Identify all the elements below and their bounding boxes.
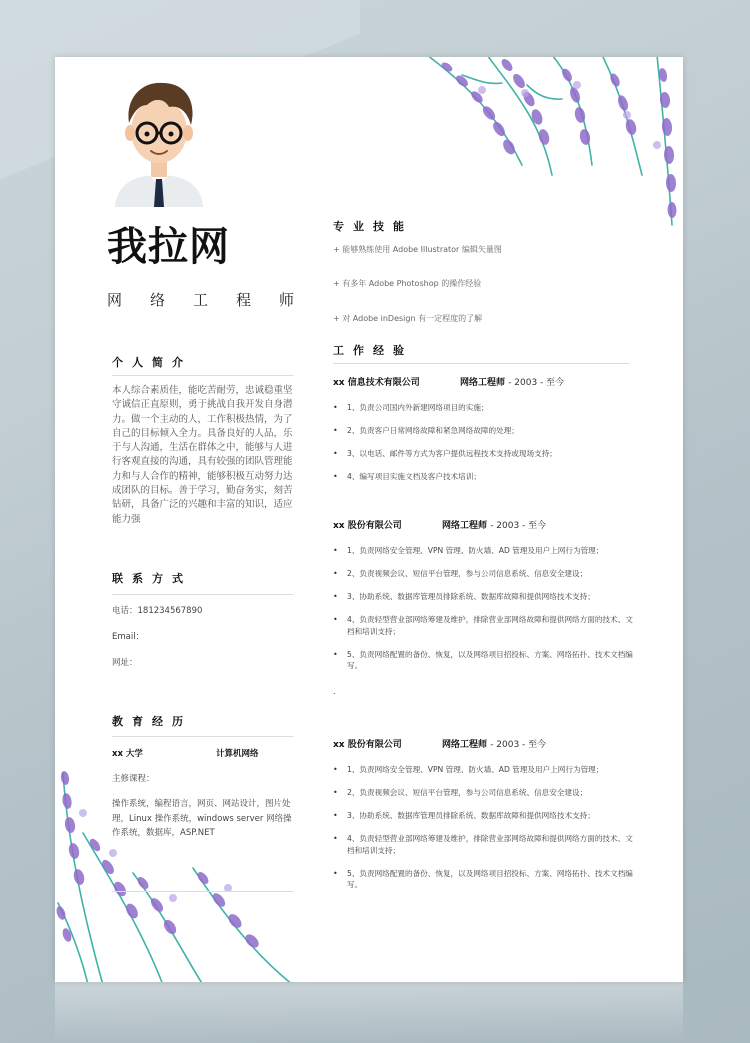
- lavender-decoration-top-icon: [427, 57, 683, 235]
- list-item: • 4、负责轻型营业部网络筹建及维护，排除营业部网络故障和提供网络方面的技术、文档和培训支持；: [333, 614, 633, 637]
- job-position: 网络工程师: [460, 378, 506, 388]
- skill-item: + 能够熟练使用 Adobe Illustrator 编辑矢量图: [333, 245, 502, 254]
- courses-text: 操作系统，编程语言，网页、网站设计，图片处理，Linux 操作系统，windows server 网络操作系统，数据库，ASP.NET: [112, 799, 292, 838]
- job-header: [333, 375, 564, 388]
- list-item: • 3、协助系统、数据库管理员排除系统、数据库故障和提供网络技术支持；: [333, 810, 633, 822]
- education-bottom-divider: [112, 891, 293, 892]
- job-company: xx 股份有限公司: [333, 521, 402, 531]
- education-major: 计算机网络: [216, 749, 259, 759]
- intro-heading: 个人简介: [112, 356, 192, 369]
- list-item: • 1、负责公司国内外新建网络项目的实施；: [333, 402, 633, 414]
- education-school: xx 大学: [112, 749, 143, 759]
- contact-website: 网址：: [112, 658, 138, 668]
- job-header: [333, 518, 546, 531]
- education-heading: 教育经历: [112, 715, 192, 728]
- contact-divider: [112, 594, 293, 595]
- job-position: 网络工程师: [442, 521, 488, 531]
- education-divider: [112, 736, 293, 737]
- list-item: • 1、负责网络安全管理、VPN 管理、防火墙、AD 管理及用户上网行为管理；: [333, 764, 633, 776]
- job-company: xx 股份有限公司: [333, 740, 402, 750]
- avatar-icon: [107, 75, 211, 207]
- job-period: - 2003 - 至今: [490, 740, 547, 750]
- list-item: • 1、负责网络安全管理、VPN 管理、防火墙、AD 管理及用户上网行为管理；: [333, 545, 633, 557]
- job-header: [333, 737, 546, 750]
- job-position: 网络工程师: [442, 740, 488, 750]
- contact-email: Email：: [112, 632, 145, 642]
- job-duties: [333, 402, 633, 494]
- resume-page: [55, 57, 683, 982]
- lavender-decoration-bottom-icon: [55, 763, 303, 982]
- courses-label: 主修课程：: [112, 774, 155, 784]
- job-period: - 2003 - 至今: [490, 521, 547, 531]
- contact-heading: 联系方式: [112, 572, 192, 585]
- paper-reflection: [55, 982, 683, 1043]
- full-name: 我拉网: [107, 224, 230, 270]
- experience-divider: [333, 363, 630, 364]
- job-title: 网络工程师: [107, 291, 323, 309]
- list-item: • 2、负责视频会议、短信平台管理，参与公司信息系统、信息安全建设；: [333, 787, 633, 799]
- intro-text: 本人综合素质佳，能吃苦耐劳，忠诚稳重坚守诚信正直原则，勇于挑战自我开发自身潜力。做一个主动的人，工作积极热情，为了自己的目标倾入全力。具备良好的人品，乐于与人沟通，生活在群体之中，能够与人进行客观直接的沟通，具有较强的团队管理能力和与人合作的精神，能够积极互动努力达成团队的目标。善于学习，勤奋务实，刻苦钻研，具备广泛的兴趣和丰富的知识，适应能力强: [112, 385, 293, 525]
- list-item: • 5、负责网络配置的备份、恢复，以及网络项目招投标、方案、网络拓扑、技术文档编写。: [333, 868, 633, 891]
- contact-phone: 电话：181234567890: [112, 606, 203, 616]
- skill-item: + 有多年 Adobe Photoshop 的操作经验: [333, 279, 482, 288]
- job-company: xx 信息技术有限公司: [333, 378, 420, 388]
- stray-bullet: .: [333, 687, 336, 696]
- list-item: • 4、负责轻型营业部网络筹建及维护，排除营业部网络故障和提供网络方面的技术、文档和培训支持；: [333, 833, 633, 856]
- list-item: • 2、负责客户日常网络故障和紧急网络故障的处理；: [333, 425, 633, 437]
- list-item: • 5、负责网络配置的备份、恢复，以及网络项目招投标、方案、网络拓扑、技术文档编写。: [333, 649, 633, 672]
- job-duties: [333, 764, 633, 902]
- list-item: • 3、协助系统、数据库管理员排除系统、数据库故障和提供网络技术支持；: [333, 591, 633, 603]
- list-item: • 3、以电话、邮件等方式为客户提供远程技术支持或现场支持；: [333, 448, 633, 460]
- list-item: • 2、负责视频会议、短信平台管理，参与公司信息系统、信息安全建设；: [333, 568, 633, 580]
- job-period: - 2003 - 至今: [508, 378, 565, 388]
- experience-heading: 工作经验: [333, 344, 413, 357]
- skills-heading: 专业技能: [333, 220, 413, 233]
- intro-divider: [112, 375, 293, 376]
- job-duties: [333, 545, 633, 683]
- skill-item: + 对 Adobe inDesign 有一定程度的了解: [333, 314, 483, 323]
- list-item: • 4、编写项目实施文档及客户技术培训；: [333, 471, 633, 483]
